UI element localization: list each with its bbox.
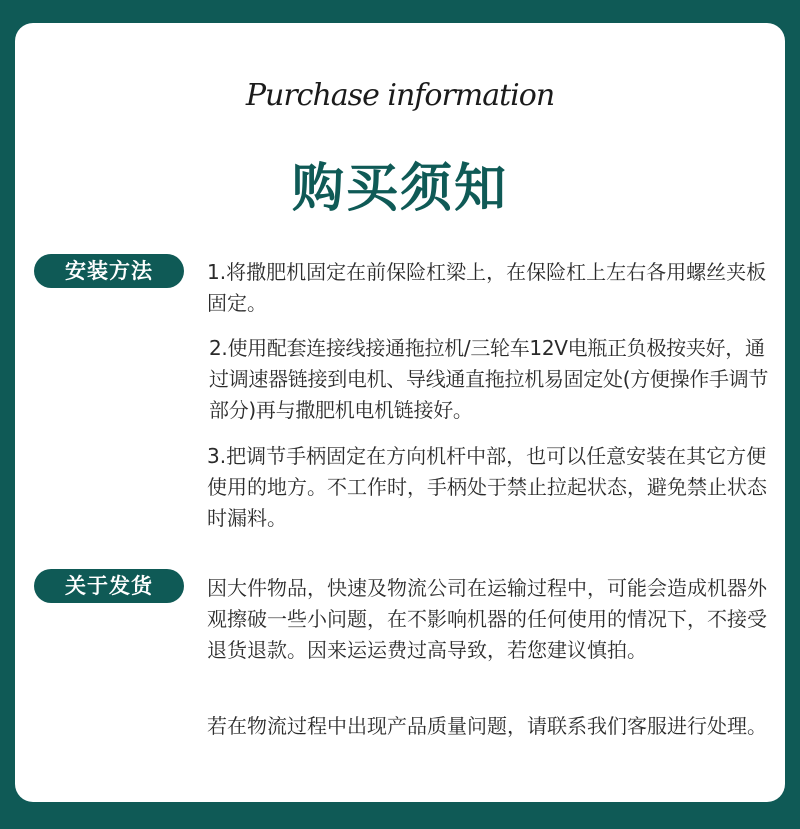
install-step-1: 1.将撒肥机固定在前保险杠梁上，在保险杠上左右各用螺丝夹板固定。 xyxy=(207,260,767,315)
install-step-3: 3.把调节手柄固定在方向机杆中部，也可以任意安装在其它方便使用的地方。不工作时，手柄处于禁止拉起状态，避免禁止状态时漏料。 xyxy=(207,444,767,530)
subtitle-english: Purchase information xyxy=(245,78,555,113)
section-tag-shipping: 关于发货 xyxy=(34,569,184,603)
page-title: 购买须知 xyxy=(291,159,508,219)
shipping-paragraph-1: 因大件物品，快速及物流公司在运输过程中，可能会造成机器外观擦破一些小问题，在不影响机器的任何使用的情况下，不接受退货退款。因来运运费过高导致，若您建议慎拍。 xyxy=(207,576,767,662)
install-step-2: 2.使用配套连接线接通拖拉机/三轮车12V电瓶正负极按夹好，通过调速器链接到电机、导线通直拖拉机易固定处(方便操作手调节部分)再与撒肥机电机链接好。 xyxy=(209,336,769,422)
shipping-paragraph-2: 若在物流过程中出现产品质量问题，请联系我们客服进行处理。 xyxy=(207,714,767,738)
section-tag-installation: 安装方法 xyxy=(34,254,184,288)
